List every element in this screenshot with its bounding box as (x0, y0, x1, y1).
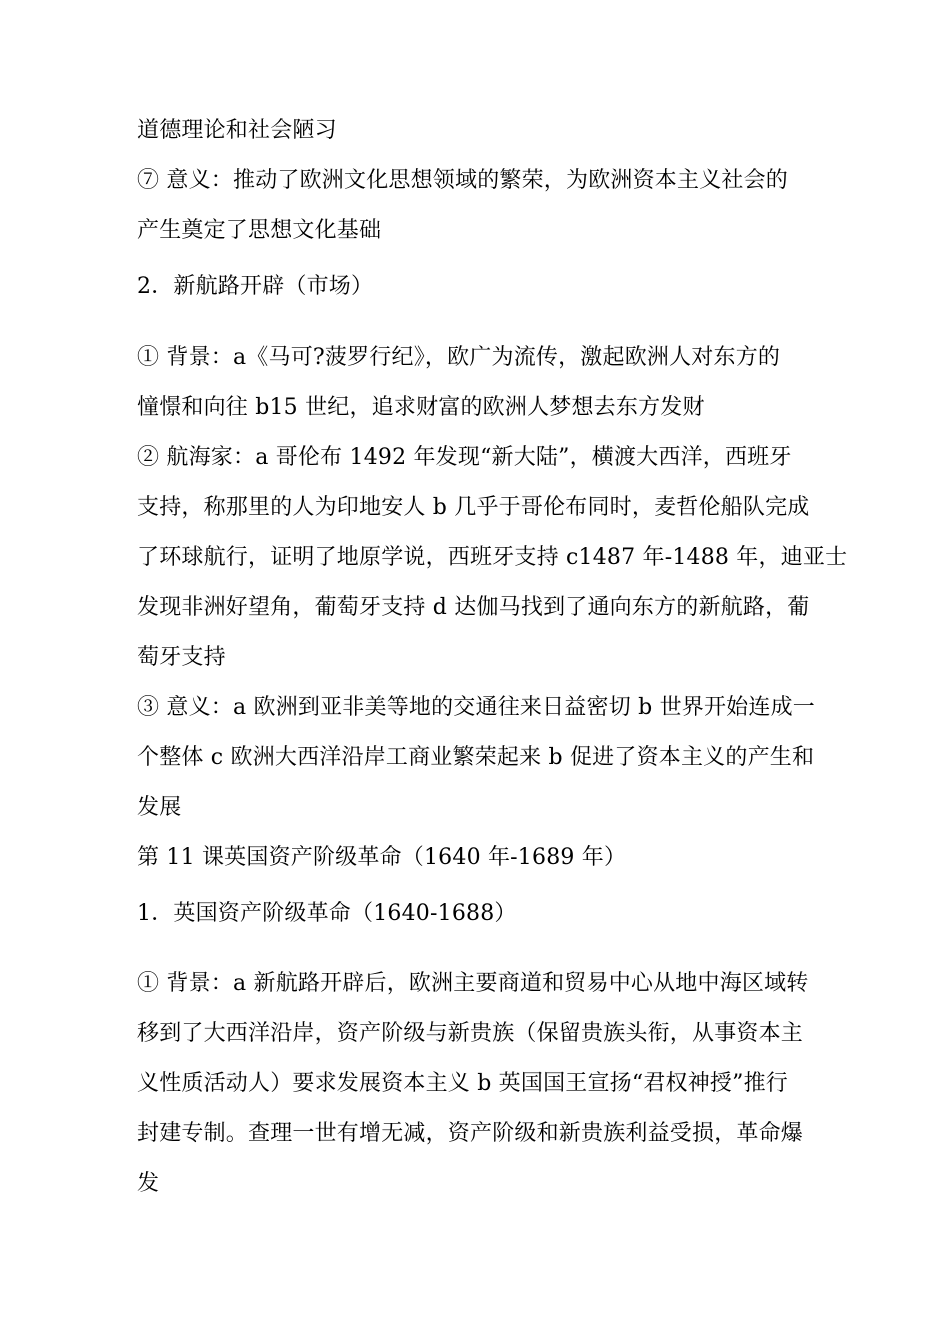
text-line: ② 航海家：a 哥伦布 1492 年发现“新大陆”，横渡大西洋，西班牙 (137, 445, 792, 470)
text-line: ⑦ 意义：推动了欧洲文化思想领域的繁荣，为欧洲资本主义社会的 (137, 168, 788, 193)
section-heading: 1．英国资产阶级革命（1640-1688） (137, 901, 517, 926)
text-line: 憧憬和向往 b15 世纪，追求财富的欧洲人梦想去东方发财 (137, 395, 705, 420)
text-line: 移到了大西洋沿岸，资产阶级与新贵族（保留贵族头衔，从事资本主 (137, 1021, 804, 1046)
text-line: 封建专制。查理一世有增无减，资产阶级和新贵族利益受损，革命爆 (137, 1121, 804, 1146)
text-line: 支持，称那里的人为印地安人 b 几乎于哥伦布同时，麦哲伦船队完成 (137, 495, 810, 520)
lesson-title: 第 11 课英国资产阶级革命（1640 年-1689 年） (137, 845, 627, 870)
text-line: 发展 (137, 795, 182, 820)
text-line: 道德理论和社会陋习 (137, 118, 337, 143)
text-line: 了环球航行，证明了地原学说，西班牙支持 c1487 年-1488 年，迪亚士 (137, 545, 848, 570)
text-line: 产生奠定了思想文化基础 (137, 218, 382, 243)
text-line: 义性质活动人）要求发展资本主义 b 英国国王宣扬“君权神授”推行 (137, 1071, 788, 1096)
text-line: 萄牙支持 (137, 645, 226, 670)
text-line: 个整体 c 欧洲大西洋沿岸工商业繁荣起来 b 促进了资本主义的产生和 (137, 745, 815, 770)
text-line: ① 背景：a《马可?菠罗行纪》，欧广为流传，激起欧洲人对东方的 (137, 345, 781, 370)
text-line: ③ 意义：a 欧洲到亚非美等地的交通往来日益密切 b 世界开始连成一 (137, 695, 815, 720)
text-line: ① 背景：a 新航路开辟后，欧洲主要商道和贸易中心从地中海区域转 (137, 971, 809, 996)
section-heading: 2．新航路开辟（市场） (137, 274, 374, 299)
text-line: 发现非洲好望角，葡萄牙支持 d 达伽马找到了通向东方的新航路，葡 (137, 595, 810, 620)
text-line: 发 (137, 1171, 160, 1196)
